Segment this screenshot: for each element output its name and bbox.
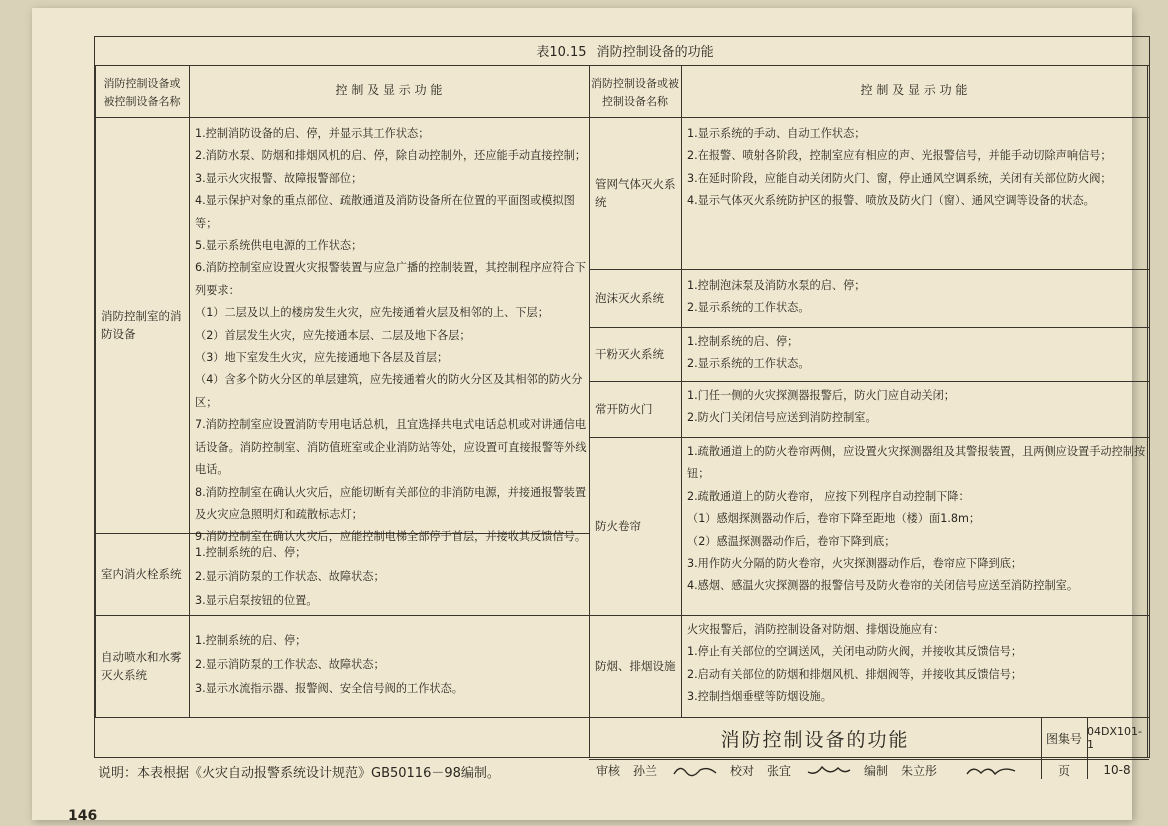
- row-name-sprinkler: 自动喷水和水雾灭火系统: [101, 650, 182, 682]
- list-item: 1.停止有关部位的空调送风，关闭电动防火阀，并接收其反馈信号；: [687, 645, 1023, 659]
- list-item: 1.显示系统的手动、自动工作状态；: [687, 127, 866, 140]
- list-item: 火灾报警后，消防控制设备对防烟、排烟设施应有：: [687, 623, 945, 636]
- row-items-shutter: [681, 441, 1147, 598]
- row-items-hydrant: [189, 541, 589, 613]
- row-items-gas: [681, 123, 1147, 213]
- row-name-control-room: 消防控制室的消防设备: [101, 309, 182, 341]
- list-item: 1.控制系统的启、停；: [195, 546, 307, 559]
- list-item: 2.防火门关闭信号应送到消防控制室。: [687, 411, 877, 425]
- list-item: 3.显示水流指示器、报警阀、安全信号阀的工作状态。: [195, 682, 463, 695]
- row-items-foam: [681, 275, 1147, 320]
- list-item: （2）感温探测器动作后，卷帘下降到底；: [687, 534, 896, 548]
- reviewer-name: 孙兰: [632, 763, 657, 778]
- list-item: 1.控制系统的启、停；: [687, 335, 799, 348]
- list-item: 4.显示保护对象的重点部位、疏散通道及消防设备所在位置的平面图或模拟图等；: [195, 194, 575, 230]
- list-item: 7.消防控制室应设置消防专用电话总机，且宜选择共电式电话总机或对讲通信电话设备。消防控制室、消防值班室或企业消防站等处，应设置可直接报警等外线电话。: [195, 418, 587, 477]
- header-right-function: 控 制 及 显 示 功 能: [860, 83, 968, 97]
- list-item: 2.消防水泵、防烟和排烟风机的启、停，除自动控制外，还应能手动直接控制；: [195, 149, 587, 163]
- list-item: 2.显示系统的工作状态。: [687, 357, 810, 371]
- design-label: 编制: [863, 763, 888, 778]
- list-item: 3.在延时阶段，应能自动关闭防火门、窗，停止通风空调系统，关闭有关部位防火阀；: [687, 171, 1112, 185]
- review-label: 审核: [595, 763, 620, 778]
- header-right-name: 消防控制设备或被控制设备名称: [591, 77, 679, 108]
- list-item: 6.消防控制室应设置火灾报警装置与应急广播的控制装置，其控制程序应符合下列要求：: [195, 261, 587, 297]
- page-label: 页: [1057, 763, 1070, 778]
- row-name-powder: 干粉灭火系统: [595, 347, 664, 361]
- checker-name: 张宜: [766, 763, 791, 778]
- checker-signature: [799, 761, 859, 779]
- list-item: 4.显示气体灭火系统防护区的报警、喷放及防火门（窗）、通风空调等设备的状态。: [687, 194, 1095, 208]
- header-left-function: 控 制 及 显 示 功 能: [335, 83, 443, 97]
- reviewer-signature: [665, 761, 725, 779]
- row-name-gas: 管网气体灭火系统: [595, 177, 676, 209]
- atlas-label: 图集号: [1045, 731, 1082, 746]
- row-items-control-room: [189, 123, 589, 549]
- list-item: 2.在报警、喷射各阶段，控制室应有相应的声、光报警信号，并能手动切除声响信号；: [687, 149, 1112, 163]
- document-page: [32, 8, 1146, 824]
- list-item: （3）地下室发生火灾，应先接通地下各层及首层；: [195, 351, 449, 365]
- list-item: 2.显示消防泵的工作状态、故障状态；: [195, 570, 385, 583]
- list-item: 3.用作防火分隔的防火卷帘，火灾探测器动作后，卷帘应下降到底；: [687, 557, 1023, 571]
- list-item: 8.消防控制室在确认火灾后，应能切断有关部位的非消防电源，并接通报警装置及火灾应急照明灯和疏散标志灯；: [195, 485, 587, 521]
- list-item: 2.启动有关部位的防烟和排烟风机、排烟阀等，并接收其反馈信号；: [687, 667, 1023, 681]
- title-block-title: 消防控制设备的功能: [720, 728, 910, 751]
- header-left-name: 消防控制设备或被控制设备名称: [103, 77, 181, 108]
- list-item: （1）二层及以上的楼房发生火灾，应先接通着火层及相邻的上、下层；: [195, 306, 549, 320]
- list-item: 3.显示火灾报警、故障报警部位；: [195, 171, 363, 185]
- list-item: （4）含多个防火分区的单层建筑，应先接通着火的防火分区及其相邻的防火分区；: [195, 373, 583, 409]
- signature-scribble: [963, 762, 1023, 778]
- table-number: 表10.15: [536, 45, 587, 60]
- row-items-smoke: [681, 619, 1147, 709]
- list-item: 1.门任一侧的火灾探测器报警后，防火门应自动关闭；: [687, 389, 955, 402]
- designer-name: 朱立彤: [900, 763, 937, 778]
- list-item: 1.控制系统的启、停；: [195, 634, 307, 647]
- list-item: 2.显示系统的工作状态。: [687, 301, 810, 315]
- list-item: 1.疏散通道上的防火卷帘两侧，应设置火灾探测器组及其警报装置，且两侧应设置手动控制按钮；: [687, 445, 1146, 481]
- sheet-number: 10-8: [1103, 763, 1131, 777]
- row-name-smoke: 防烟、排烟设施: [595, 659, 676, 673]
- list-item: 1.控制泡沫泵及消防水泵的启、停；: [687, 279, 866, 292]
- designer-signature: [945, 761, 1041, 779]
- list-item: 1.控制消防设备的启、停，并显示其工作状态；: [195, 127, 430, 140]
- list-item: 2.显示消防泵的工作状态、故障状态；: [195, 658, 385, 671]
- list-item: 4.感烟、感温火灾探测器的报警信号及防火卷帘的关闭信号应送至消防控制室。: [687, 579, 1079, 593]
- check-label: 校对: [729, 763, 754, 778]
- list-item: 3.控制挡烟垂壁等防烟设施。: [687, 690, 832, 704]
- atlas-number: 04DX101-1: [1087, 725, 1142, 751]
- row-name-foam: 泡沫灭火系统: [595, 291, 664, 305]
- list-item: 9.消防控制室在确认火灾后，应能控制电梯全部停于首层，并接收其反馈信号。: [195, 530, 587, 544]
- footnote: 说明：本表根据《火灾自动报警系统设计规范》GB50116－98编制。: [98, 766, 500, 781]
- list-item: （1）感烟探测器动作后，卷帘下降至距地（楼）面1.8m；: [687, 512, 981, 526]
- row-items-powder: [681, 331, 1147, 376]
- table-name: 消防控制设备的功能: [596, 45, 714, 60]
- row-name-shutter: 防火卷帘: [595, 519, 641, 533]
- list-item: 5.显示系统供电电源的工作状态；: [195, 239, 363, 253]
- row-name-hydrant: 室内消火栓系统: [101, 567, 182, 581]
- signature-scribble: [804, 762, 854, 778]
- row-name-fire-door: 常开防火门: [595, 402, 653, 416]
- signature-scribble: [670, 762, 720, 778]
- row-items-fire-door: [681, 385, 1147, 430]
- list-item: （2）首层发生火灾，应先接通本层、二层及地下各层；: [195, 328, 471, 342]
- list-item: 2.疏散通道上的防火卷帘， 应按下列程序自动控制下降：: [687, 489, 970, 503]
- page-number: 146: [68, 808, 98, 824]
- list-item: 3.显示启泵按钮的位置。: [195, 594, 318, 607]
- row-items-sprinkler: [189, 629, 589, 701]
